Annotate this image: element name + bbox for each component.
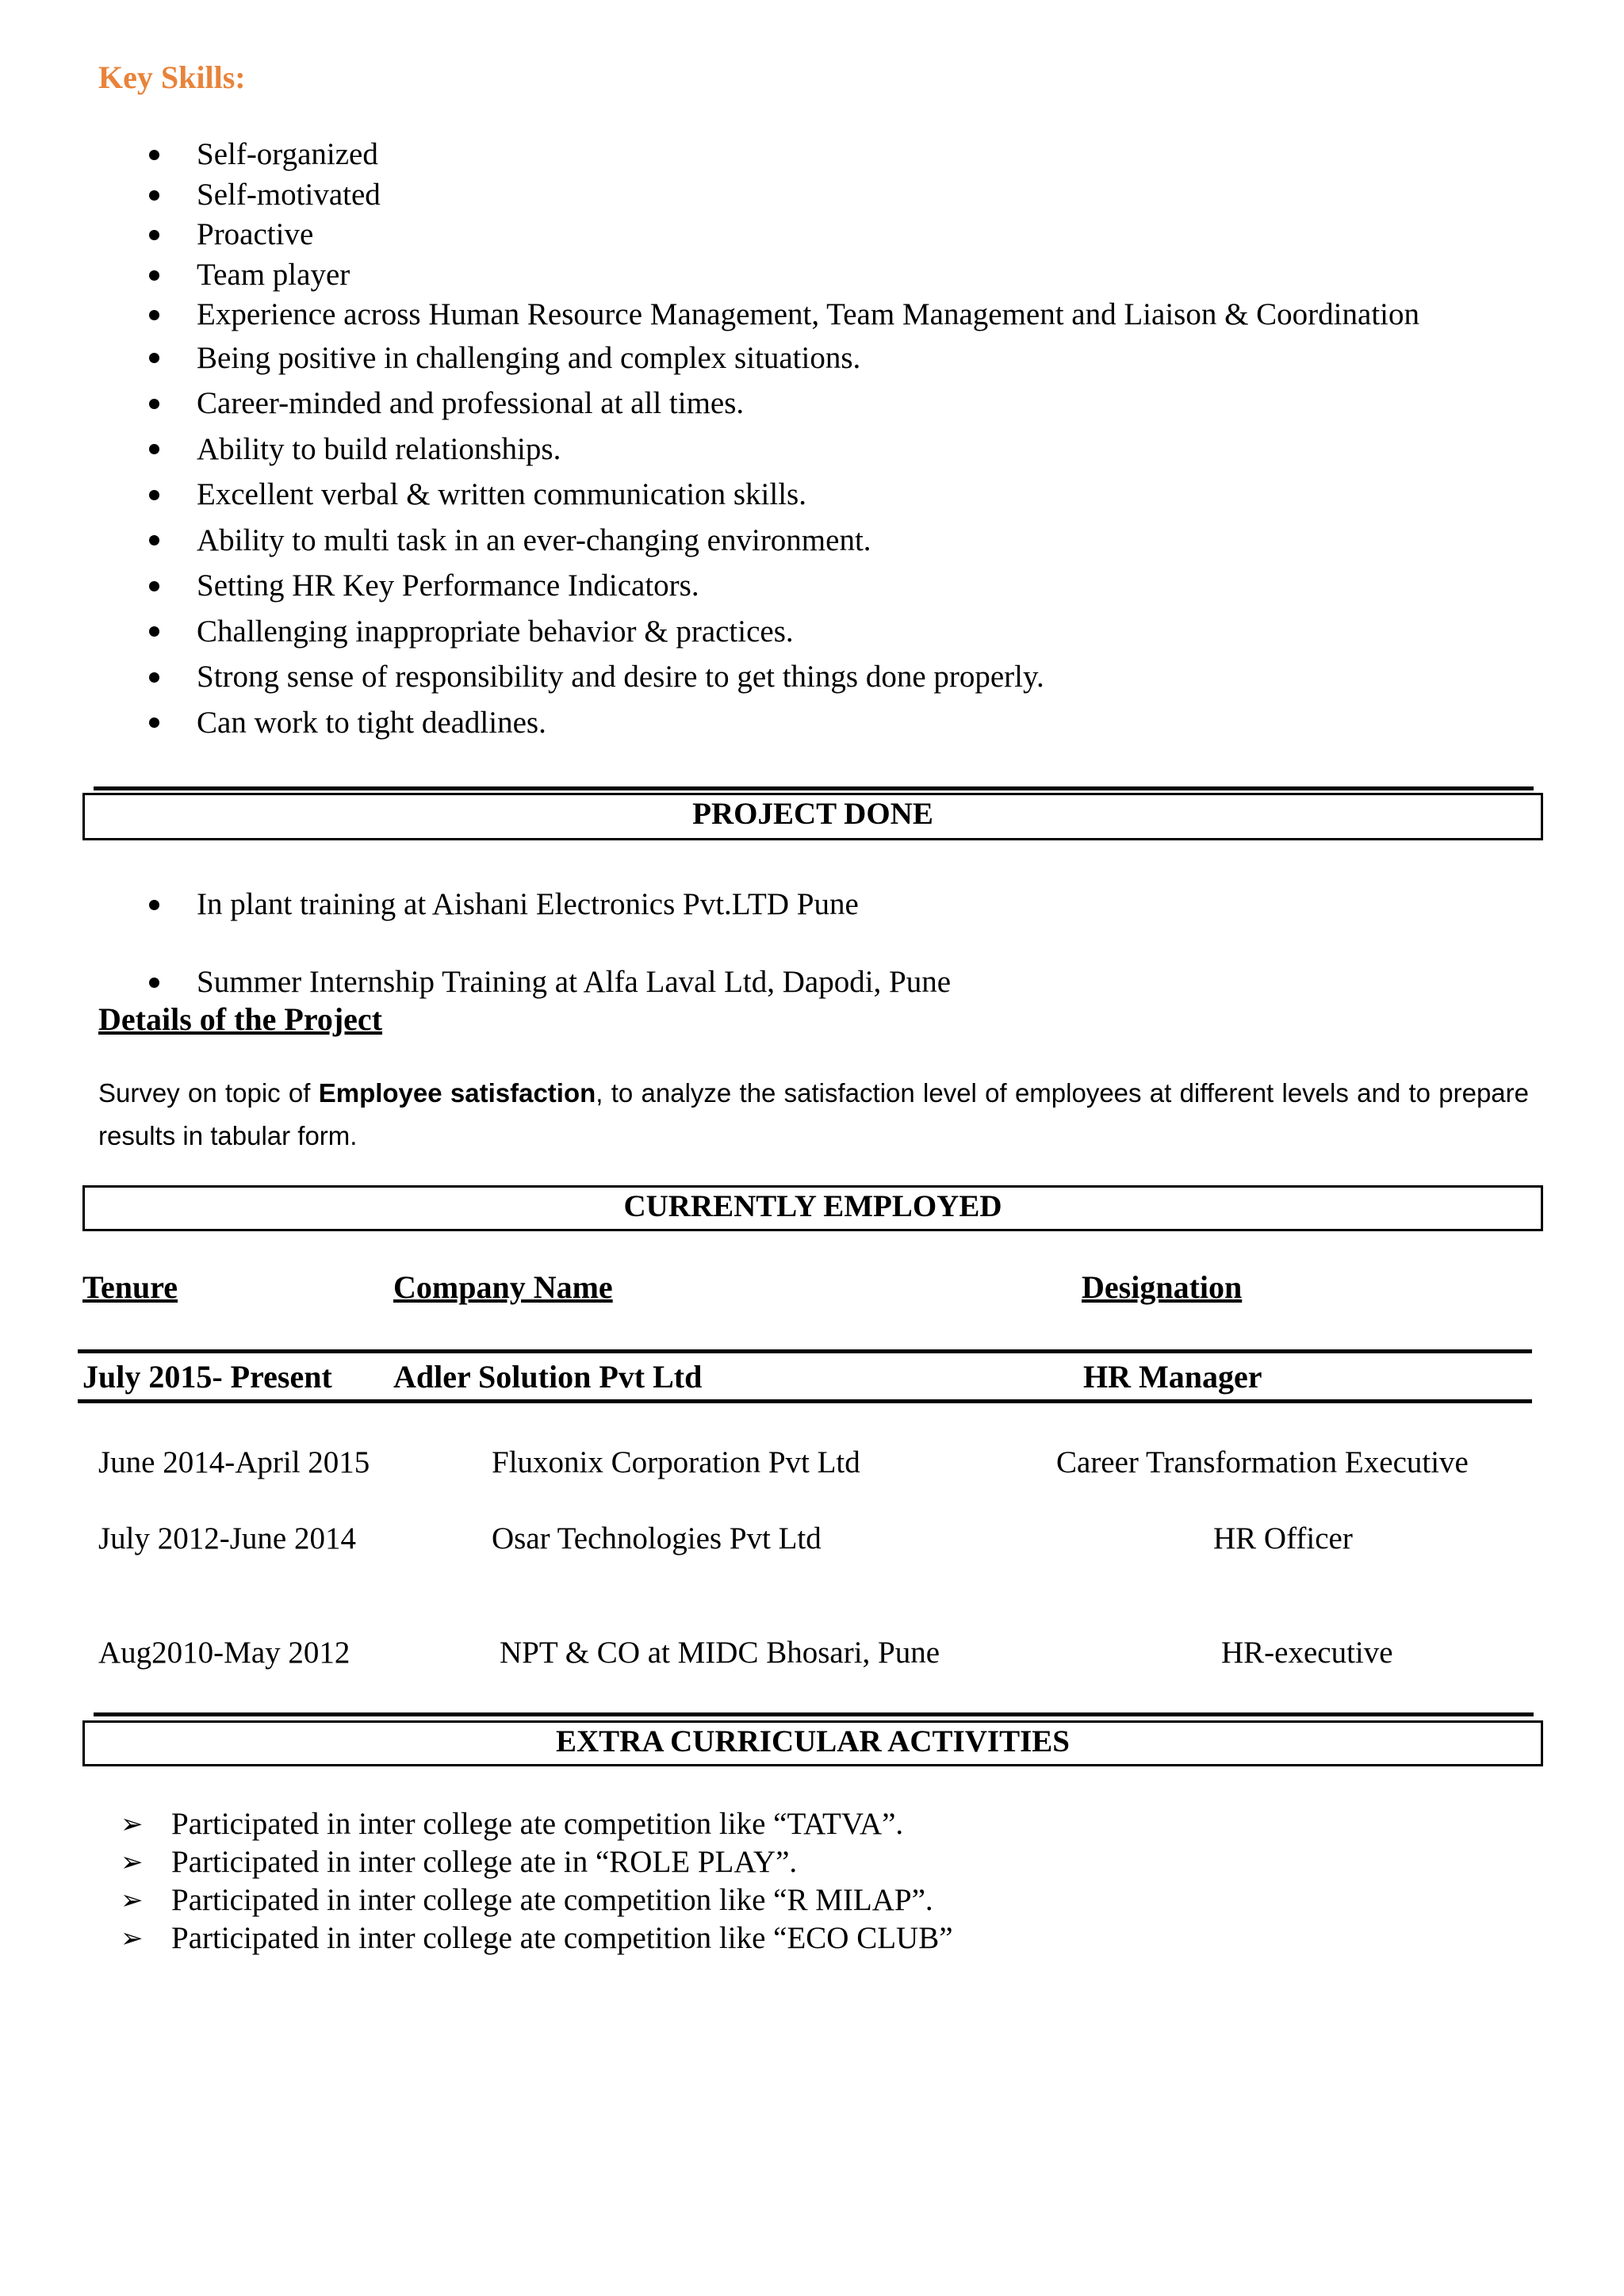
current-company: Adler Solution Pvt Ltd bbox=[393, 1359, 703, 1395]
bullet-icon bbox=[149, 230, 159, 240]
job-company: NPT & CO at MIDC Bhosari, Pune bbox=[500, 1636, 940, 1670]
company-header: Company Name bbox=[393, 1269, 613, 1305]
job-designation: HR Officer bbox=[1213, 1521, 1353, 1556]
activity-item: ➢ Participated in inter college ate competition like “ECO CLUB” bbox=[0, 1919, 953, 1957]
skill-item: Self-motivated bbox=[0, 175, 1419, 216]
project-done-heading: PROJECT DONE bbox=[82, 793, 1543, 840]
skill-item: Career-minded and professional at all times. bbox=[0, 381, 1419, 427]
bullet-icon bbox=[149, 190, 159, 201]
bullet-icon bbox=[149, 581, 159, 591]
skill-item: Challenging inappropriate behavior & practices. bbox=[0, 609, 1419, 655]
job-designation: HR-executive bbox=[1221, 1636, 1393, 1670]
skill-item: Being positive in challenging and complex situations. bbox=[0, 335, 1419, 381]
skill-item: Proactive bbox=[0, 215, 1419, 255]
key-skills-list bbox=[0, 135, 1419, 745]
divider-line bbox=[94, 786, 1534, 790]
bullet-icon bbox=[149, 900, 159, 910]
job-tenure: Aug2010-May 2012 bbox=[98, 1636, 350, 1670]
bullet-icon bbox=[149, 718, 159, 728]
project-item: In plant training at Aishani Electronics Pvt.LTD Pune bbox=[0, 880, 951, 929]
job-tenure: July 2012-June 2014 bbox=[98, 1521, 356, 1556]
skill-item: Ability to build relationships. bbox=[0, 427, 1419, 473]
job-tenure: June 2014-April 2015 bbox=[98, 1445, 370, 1479]
skill-item: Team player bbox=[0, 255, 1419, 296]
bullet-icon bbox=[149, 535, 159, 545]
skill-item: Strong sense of responsibility and desire to get things done properly. bbox=[0, 654, 1419, 700]
bullet-icon bbox=[149, 399, 159, 409]
currently-employed-heading: CURRENTLY EMPLOYED bbox=[82, 1185, 1543, 1231]
bullet-icon bbox=[149, 444, 159, 454]
divider-line bbox=[78, 1399, 1532, 1403]
arrow-bullet-icon: ➢ bbox=[121, 1923, 144, 1954]
job-designation: Career Transformation Executive bbox=[1056, 1445, 1469, 1479]
bullet-icon bbox=[149, 270, 159, 281]
activity-item: ➢ Participated in inter college ate competition like “R MILAP”. bbox=[0, 1881, 953, 1919]
arrow-bullet-icon: ➢ bbox=[121, 1885, 144, 1916]
skill-item: Experience across Human Resource Management, Team Management and Liaison & Coordination bbox=[0, 295, 1419, 335]
tenure-header: Tenure bbox=[82, 1269, 178, 1305]
skill-item: Excellent verbal & written communication skills. bbox=[0, 472, 1419, 518]
bullet-icon bbox=[149, 150, 159, 160]
bullet-icon bbox=[149, 490, 159, 500]
activities-list bbox=[0, 1805, 953, 1957]
current-tenure: July 2015- Present bbox=[82, 1359, 332, 1395]
job-company: Fluxonix Corporation Pvt Ltd bbox=[492, 1445, 860, 1479]
bullet-icon bbox=[149, 353, 159, 363]
designation-header: Designation bbox=[1082, 1269, 1243, 1305]
activity-item: ➢ Participated in inter college ate competition like “TATVA”. bbox=[0, 1805, 953, 1843]
bullet-icon bbox=[149, 626, 159, 637]
project-details-text: Survey on topic of Employee satisfaction, to analyze the satisfaction level of employees at different levels and to prepare results in tabular form. bbox=[98, 1078, 1529, 1150]
extra-curricular-heading: EXTRA CURRICULAR ACTIVITIES bbox=[82, 1720, 1543, 1766]
skill-item: Ability to multi task in an ever-changing environment. bbox=[0, 518, 1419, 564]
skill-item: Setting HR Key Performance Indicators. bbox=[0, 563, 1419, 609]
activity-item: ➢ Participated in inter college ate in “ROLE PLAY”. bbox=[0, 1843, 953, 1881]
key-skills-heading: Key Skills: bbox=[98, 59, 246, 95]
job-company: Osar Technologies Pvt Ltd bbox=[492, 1521, 822, 1556]
project-item: Summer Internship Training at Alfa Laval Ltd, Dapodi, Pune bbox=[0, 958, 951, 1007]
skill-item: Self-organized bbox=[0, 135, 1419, 175]
arrow-bullet-icon: ➢ bbox=[121, 1808, 144, 1840]
bullet-icon bbox=[149, 672, 159, 683]
bullet-icon bbox=[149, 978, 159, 988]
bullet-icon bbox=[149, 310, 159, 320]
skill-item: Can work to tight deadlines. bbox=[0, 700, 1419, 746]
project-details-heading: Details of the Project bbox=[98, 1001, 383, 1037]
divider-line bbox=[78, 1349, 1532, 1353]
divider-line bbox=[94, 1712, 1534, 1716]
arrow-bullet-icon: ➢ bbox=[121, 1846, 144, 1878]
current-designation: HR Manager bbox=[1083, 1359, 1262, 1395]
